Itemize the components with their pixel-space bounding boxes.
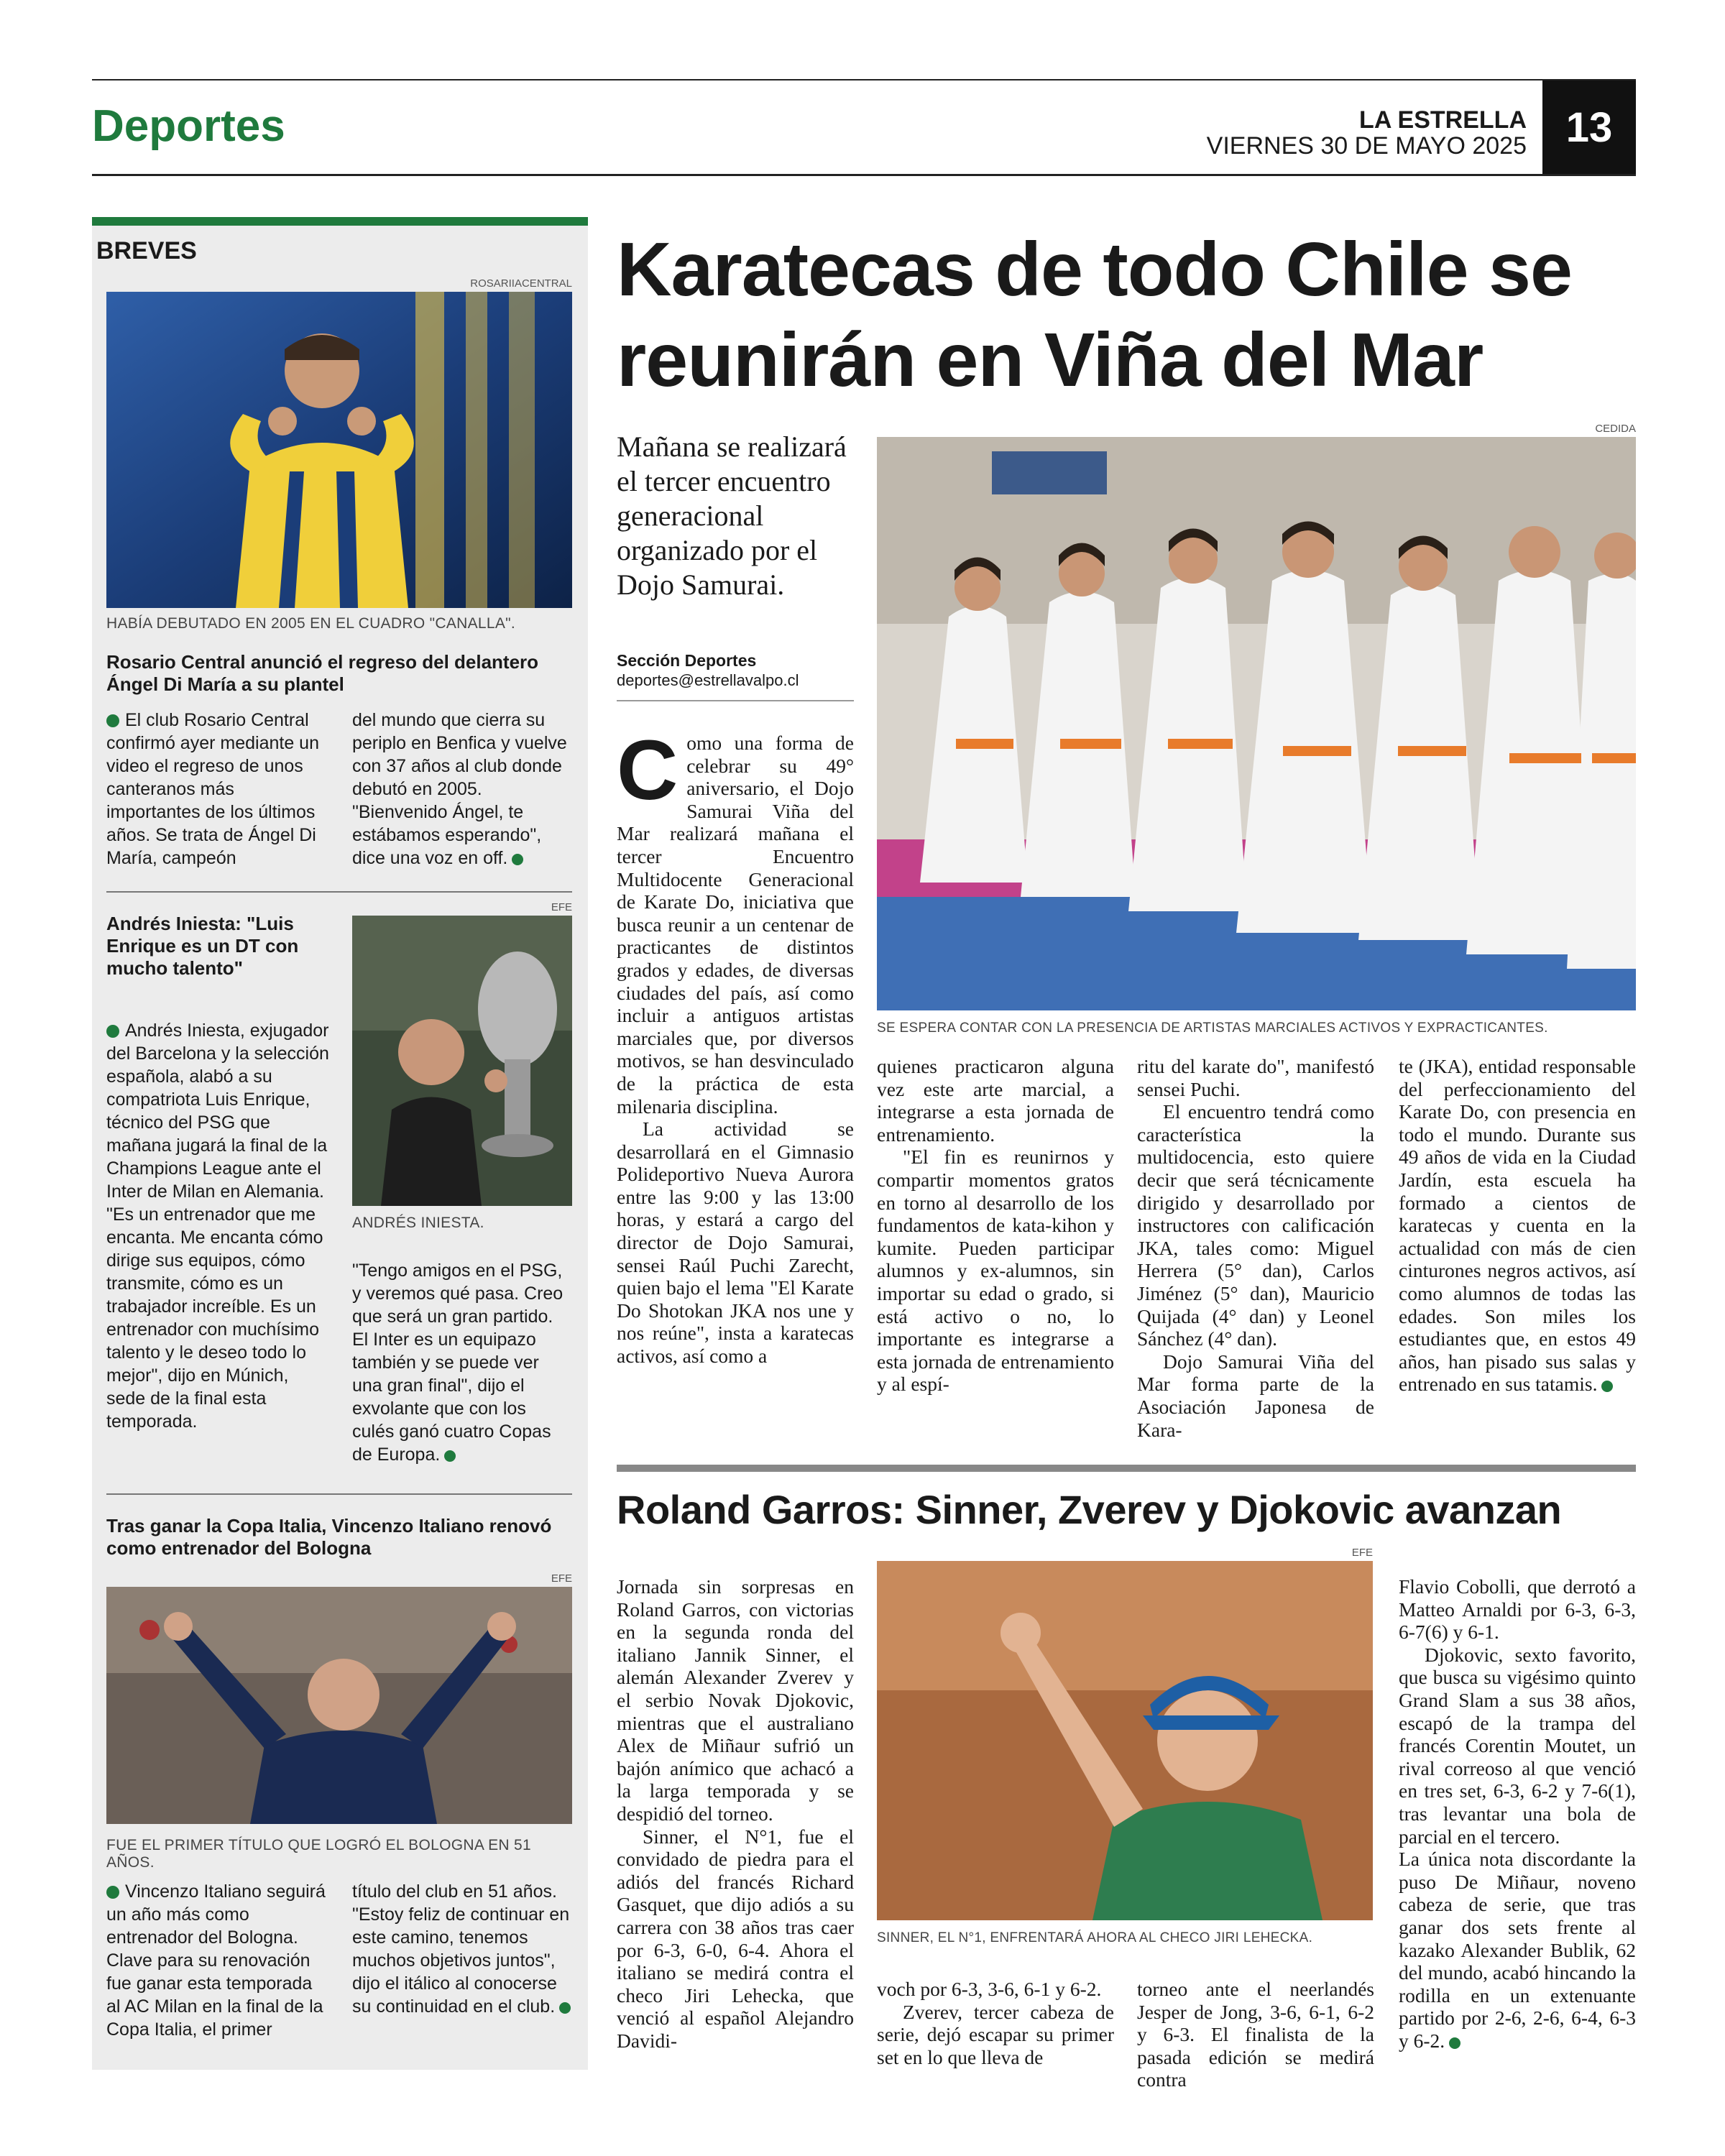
end-mark-icon <box>1601 1381 1613 1392</box>
photo-sinner <box>877 1561 1373 1920</box>
photo-di-maria <box>106 292 572 608</box>
article-body-col2: quienes practicaron alguna vez este arte marcial, a integrarse a esta jornada de entrenamiento. "El fin es reunirnos y compartir momentos gratos en torno al desarrollo de los fundamentos de kata-kihon y kumite. Pueden participar alumnos y ex-alumnos, sin importar su edad o grado, si está activo o no, lo importante es integrarse a esta jornada de entrenamiento y al espí- <box>877 1055 1114 1396</box>
end-mark-icon <box>1449 2037 1460 2049</box>
photo-credit: ROSARIIACENTRAL <box>470 277 572 290</box>
end-mark-icon <box>444 1450 456 1462</box>
lead-rule <box>617 700 854 701</box>
article-body-col1: Como una forma de celebrar su 49° aniversario, el Dojo Samurai Viña del Mar realizará mañana el tercer Encuentro Multidocente Generacional de Karate Do, iniciativa que busca reunir a un centenar de practicantes de distintos grados y edades, de diversas ciudades del país, así como incluir a antiguos artistas marciales que, por diversos motivos, se han desvinculado de la práctica de esta milenaria disciplina. La actividad se desarrollará en el Gimnasio Polideportivo Nueva Aurora entre las 9:00 y las 13:00 horas, y estará a cargo del director de Dojo Samurai, sensei Raúl Puchi Zarecht, quien bajo el lema "El Karate Do Shotokan JKA nos une y nos reúne", insta a karatecas activos, así como a <box>617 723 854 1368</box>
photo-iniesta <box>352 916 572 1206</box>
photo-caption: ANDRÉS INIESTA. <box>352 1215 484 1231</box>
brief-headline: Andrés Iniesta: "Luis Enrique es un DT con mucho talento" <box>106 913 299 979</box>
photo-credit: EFE <box>1351 1547 1373 1559</box>
article-lead: Mañana se realizará el tercer encuentro generacional organizado por el Dojo Samurai. <box>617 430 847 601</box>
bullet-icon <box>106 714 119 727</box>
photo-credit: EFE <box>551 901 572 913</box>
brief-body-col1: El club Rosario Central confirmó ayer mediante un video el regreso de unos canteranos más importantes de los últimos años. Se trata de Ángel Di María, campeón <box>106 710 319 868</box>
photo-italiano <box>106 1587 572 1824</box>
brief-headline: Tras ganar la Copa Italia, Vincenzo Italiano renovó como entrenador del Bologna <box>106 1515 552 1559</box>
photo-karatecas <box>877 437 1636 1010</box>
top-rule <box>92 79 1636 80</box>
breves-accent-bar <box>92 217 588 226</box>
article-body-col4: te (JKA), entidad responsable del perfeccionamiento del Karate Do, con presencia en todo el mundo. Durante sus 49 años de vida en la Ciudad Jardín, esta escuela ha formado a cientos de karatecas y cuenta en la actualidad con más de cien cinturones negros activos, así como alumnos de todas las edades. Son miles los estudiantes que, en estos 49 años, han pisado sus salas y entrenado en sus tatamis. <box>1399 1055 1636 1396</box>
byline-name: Sección Deportes <box>617 651 757 670</box>
photo-caption: HABÍA DEBUTADO EN 2005 EN EL CUADRO "CANALLA". <box>106 615 516 632</box>
byline-email: deportes@estrellavalpo.cl <box>617 671 799 689</box>
tennis-headline: Roland Garros: Sinner, Zverev y Djokovic avanzan <box>617 1487 1562 1532</box>
brief-body-col1: Andrés Iniesta, exjugador del Barcelona y la selección española, alabó a su compatriota Luis Enrique, técnico del PSG que mañana jugará la final de la Champions League ante el Inter de Milan en Alemania. "Es un entrenador que me encanta. Me encanta cómo dirige sus equipos, cómo transmite, cómo es un trabajador increíble. Es un entrenador con muchísimo talento y le deseo todo lo mejor", dijo en Múnich, sede de la final esta temporada. <box>106 1021 329 1432</box>
photo-caption: SE ESPERA CONTAR CON LA PRESENCIA DE ARTISTAS MARCIALES ACTIVOS Y EXPRACTICANTES. <box>877 1021 1548 1036</box>
brief-headline: Rosario Central anunció el regreso del delantero Ángel Di María a su plantel <box>106 651 539 695</box>
photo-caption: FUE EL PRIMER TÍTULO QUE LOGRÓ EL BOLOGNA EN 51 AÑOS. <box>106 1837 531 1871</box>
newspaper-name: LA ESTRELLA <box>1359 106 1527 134</box>
article-separator <box>617 1465 1636 1472</box>
brief-body-col2: "Tengo amigos en el PSG, y veremos qué pasa. Creo que será un gran partido. El Inter es un equipazo también y se puede ver una gran final", dijo el exvolante que con los culés ganó cuatro Copas de Europa. <box>352 1261 564 1465</box>
article-body-col3: ritu del karate do", manifestó sensei Puchi. El encuentro tendrá como característica la multidocencia, esto quiere decir que será técnicamente dirigido y desarrollado por instructores con calificación JKA, tales como: Miguel Herrera (5° dan), Carlos Jiménez (5° dan), Mauricio Quijada (4° dan) y Leonel Sánchez (4° dan). Dojo Samurai Viña del Mar forma parte de la Asociación Japonesa de Kara- <box>1137 1055 1374 1441</box>
breves-title: BREVES <box>96 237 197 264</box>
end-mark-icon <box>512 854 523 865</box>
bullet-icon <box>106 1025 119 1038</box>
tennis-body-col1: Jornada sin sorpresas en Roland Garros, con victorias en la segunda ronda del italiano Jannik Sinner, el alemán Alexander Zverev y el serbio Novak Djokovic, mientras que el australiano Alex de Miñaur sufrió un bajón anímico que achacó a la larga temporada y se despidió del torneo. Sinner, el N°1, fue el convidado de piedra para el adiós del francés Richard Gasquet, que dijo adiós a su carrera con 38 años tras caer por 6-3, 6-0, 6-4. Ahora el italiano se medirá contra el checo Jiri Lehecka, que venció al español Alejandro Davidi- <box>617 1575 854 2052</box>
tennis-body-col2: voch por 6-3, 3-6, 6-1 y 6-2. Zverev, tercer cabeza de serie, dejó escapar su primer set en lo que lleva de <box>877 1978 1114 2068</box>
issue-date: VIERNES 30 DE MAYO 2025 <box>1206 132 1527 160</box>
brief-separator <box>106 891 572 893</box>
tennis-body-col4: Flavio Cobolli, que derrotó a Matteo Arnaldi por 6-3, 6-3, 6-7(6) y 6-1. Djokovic, sexto favorito, que busca su vigésimo quinto Grand Slam a sus 38 años, escapó de la trampa del francés Corentin Moutet, un rival correoso al que venció en tres set, 6-3, 6-2 y 7-6(1), tras levantar una bola de parcial en el tercero. La única nota discordante la puso De Miñaur, noveno cabeza de serie, que tras ganar dos sets frente al kazako Alexander Bublik, 62 del mundo, acabó hincando la rodilla en un extenuante partido por 2-6, 2-6, 6-4, 6-3 y 6-2. <box>1399 1575 1636 2052</box>
brief-body-col2: título del club en 51 años. "Estoy feliz de continuar en este camino, tenemos muchos objetivos juntos", dijo el itálico al conocerse su continuidad en el club. <box>352 1880 572 2018</box>
bullet-icon <box>106 1886 119 1899</box>
photo-credit: CEDIDA <box>1595 423 1636 435</box>
brief-body-col2: del mundo que cierra su periplo en Benfica y vuelve con 37 años al club donde debutó en 2005. "Bienvenido Ángel, te estábamos esperando", dice una voz en off. <box>352 710 567 868</box>
photo-caption: SINNER, EL N°1, ENFRENTARÁ AHORA AL CHECO JIRI LEHECKA. <box>877 1930 1313 1945</box>
tennis-body-col3: torneo ante el neerlandés Jesper de Jong, 3-6, 6-1, 6-2 y 6-3. El finalista de la pasada edición se medirá contra <box>1137 1978 1374 2091</box>
section-name: Deportes <box>92 101 285 151</box>
page-number: 13 <box>1542 80 1636 174</box>
header-rule <box>92 174 1636 176</box>
end-mark-icon <box>559 2002 571 2014</box>
drop-cap: C <box>617 723 678 818</box>
brief-separator <box>106 1493 572 1495</box>
photo-credit: EFE <box>551 1572 572 1585</box>
brief-body-col1: Vincenzo Italiano seguirá un año más como entrenador del Bologna. Clave para su renovación fue ganar esta temporada al AC Milan en la final de la Copa Italia, el primer <box>106 1881 326 2040</box>
article-headline: Karatecas de todo Chile se reunirán en Viña del Mar <box>617 227 1572 402</box>
